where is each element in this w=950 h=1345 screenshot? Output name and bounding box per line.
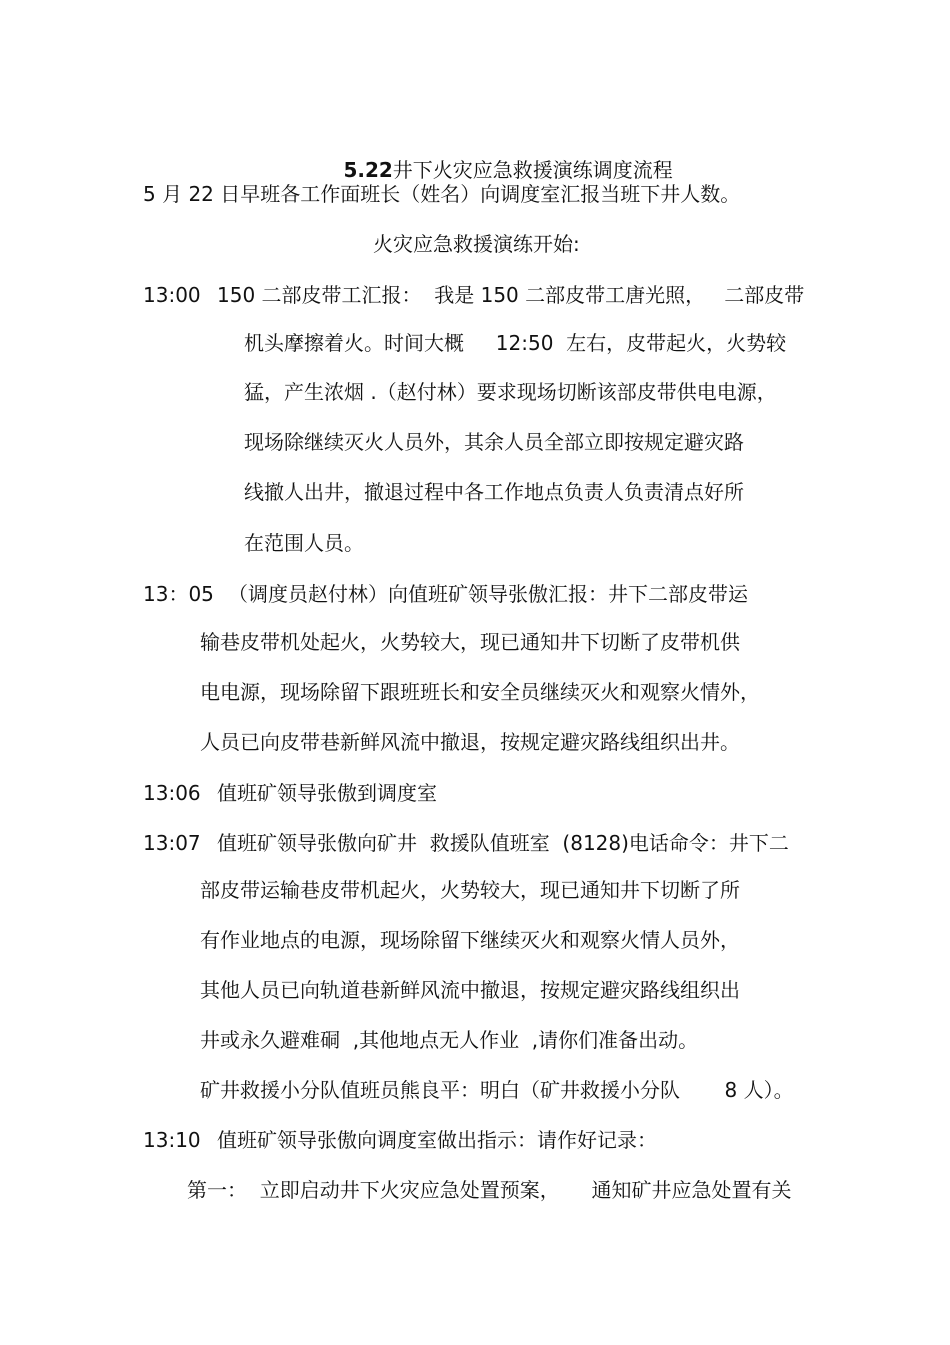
- entry-time: 13:07: [143, 831, 201, 855]
- entry-line: 机头摩擦着火。时间大概 12:50 左右，皮带起火，火势较: [244, 331, 787, 355]
- entry-line: 线撤人出井，撤退过程中各工作地点负责人负责清点好所: [244, 480, 744, 504]
- entry-time: 13：05: [143, 582, 214, 606]
- entry-line: 值班矿领导张傲向矿井 救援队值班室 (8128)电话命令：井下二: [217, 831, 789, 855]
- entry-line: 人员已向皮带巷新鲜风流中撤退，按规定避灾路线组织出井。: [200, 730, 740, 754]
- entry-line: 矿井救援小分队值班员熊良平：明白（矿井救援小分队 8 人）。: [200, 1078, 794, 1102]
- entry-line: 值班矿领导张傲到调度室: [217, 781, 437, 805]
- entry-line: 井或永久避难硐 ,其他地点无人作业 ,请你们准备出动。: [200, 1028, 699, 1052]
- entry-time: 13:06: [143, 781, 201, 805]
- entry-line: 输巷皮带机处起火，火势较大，现已通知井下切断了皮带机供: [200, 630, 740, 654]
- entry-line: 猛，产生浓烟 .（赵付林）要求现场切断该部皮带供电电源，: [244, 380, 777, 404]
- entry-line: 第一： 立即启动井下火灾应急处置预案， 通知矿井应急处置有关: [187, 1178, 792, 1202]
- title-number: 5.22: [343, 158, 393, 182]
- entry-line: （调度员赵付林）向值班矿领导张傲汇报：井下二部皮带运: [228, 582, 748, 606]
- entry-line: 在范围人员。: [244, 531, 364, 555]
- entry-line: 150 二部皮带工汇报： 我是 150 二部皮带工唐光照， 二部皮带: [217, 283, 805, 307]
- intro-line: 5 月 22 日早班各工作面班长（姓名）向调度室汇报当班下井人数。: [143, 182, 741, 206]
- entry-time: 13:00: [143, 283, 201, 307]
- entry-line: 现场除继续灭火人员外，其余人员全部立即按规定避灾路: [244, 430, 744, 454]
- entry-line: 电电源，现场除留下跟班班长和安全员继续灭火和观察火情外，: [200, 680, 760, 704]
- drill-start-line: 火灾应急救援演练开始:: [373, 232, 580, 256]
- entry-time: 13:10: [143, 1128, 201, 1152]
- entry-line: 有作业地点的电源，现场除留下继续灭火和观察火情人员外，: [200, 928, 740, 952]
- entry-line: 部皮带运输巷皮带机起火，火势较大，现已通知井下切断了所: [200, 878, 740, 902]
- entry-line: 其他人员已向轨道巷新鲜风流中撤退，按规定避灾路线组织出: [200, 978, 740, 1002]
- title-text: 井下火灾应急救援演练调度流程: [392, 158, 673, 182]
- entry-line: 值班矿领导张傲向调度室做出指示：请作好记录：: [217, 1128, 657, 1152]
